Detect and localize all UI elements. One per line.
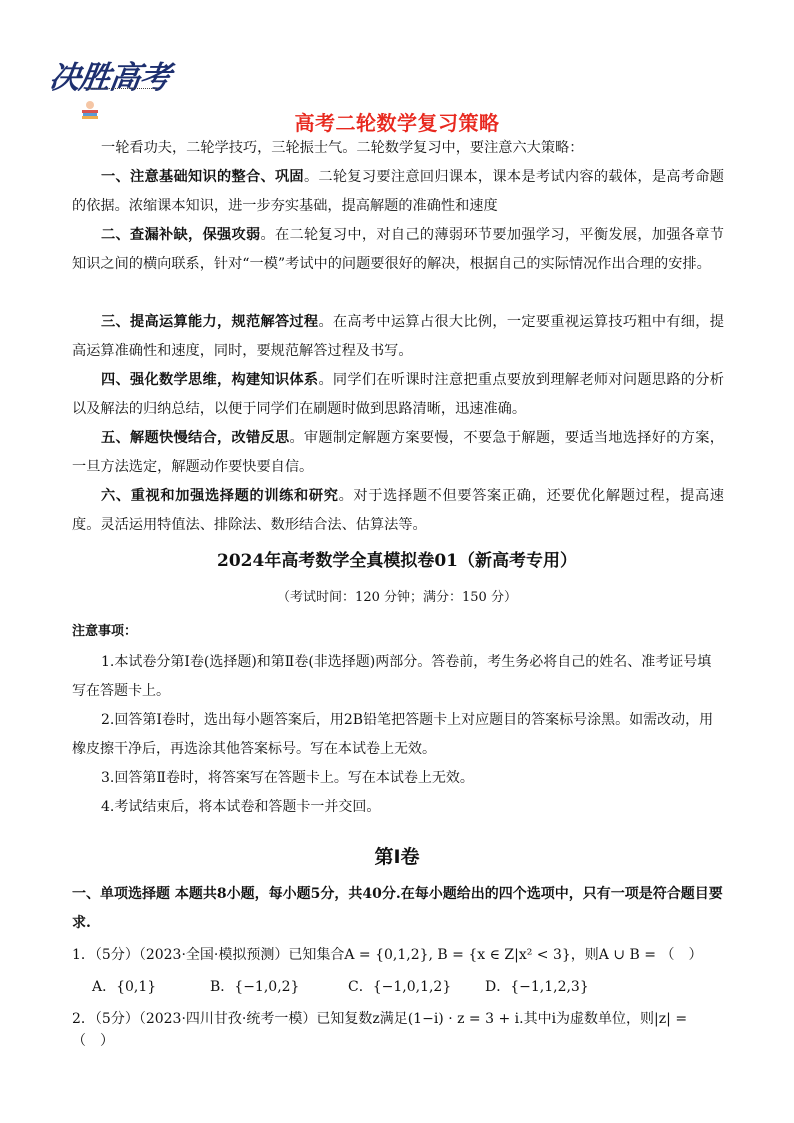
strategy-6-body: 。对于选择题不但要答案正确，还要优化解题过程，提高速度。灵活运用特值法、排除法、数形结合法、估算法等。 bbox=[72, 488, 724, 533]
strategy-5 bbox=[72, 424, 724, 482]
section-title: 第Ⅰ卷 bbox=[374, 846, 420, 868]
question-1: 1．（5分）（2023·全国·模拟预测）已知集合A = {0,1,2}, B = {x ∈ Z|x² < 3}，则A ∪ B = （ ） bbox=[72, 947, 703, 963]
notice-1: 1.本试卷分第Ⅰ卷(选择题)和第Ⅱ卷(非选择题)两部分。答卷前，考生务必将自己的姓名、准考证号填写在答题卡上。 bbox=[72, 654, 712, 699]
option-b: B．{−1,0,2} bbox=[210, 979, 300, 995]
strategy-1-body: 。二轮复习要注意回归课本，课本是考试内容的载体，是高考命题的依据。浓缩课本知识，进一步夯实基础，提高解题的准确性和速度 bbox=[72, 169, 724, 214]
exam-title: 2024年高考数学全真模拟卷01（新高考专用） bbox=[217, 551, 577, 571]
notice-2: 2.回答第Ⅰ卷时，选出每小题答案后，用2B铅笔把答题卡上对应题目的答案标号涂黑。如需改动，用橡皮擦干净后，再选涂其他答案标号。写在本试卷上无效。 bbox=[72, 712, 714, 757]
strategy-6-head: 六、重视和加强选择题的训练和研究 bbox=[101, 488, 339, 504]
option-d: D．{−1,1,2,3} bbox=[485, 979, 589, 995]
intro-paragraph: 一轮看功夫，二轮学技巧，三轮振士气。二轮数学复习中，要注意六大策略： bbox=[101, 140, 584, 156]
strategy-4-head: 四、强化数学思维，构建知识体系 bbox=[101, 372, 319, 388]
strategy-1 bbox=[72, 163, 724, 221]
strategy-4 bbox=[72, 366, 724, 424]
logo-text: 决胜高考 bbox=[46, 60, 173, 96]
exam-meta: （考试时间：120 分钟；满分：150 分） bbox=[277, 590, 517, 605]
part-heading: 一、单项选择题 本题共8小题，每小题5分，共40分.在每小题给出的四个选项中，只有一项是符合题目要求. bbox=[72, 886, 723, 931]
option-c: C．{−1,0,1,2} bbox=[348, 979, 452, 995]
strategy-6 bbox=[72, 482, 724, 540]
strategy-5-head: 五、解题快慢结合，改错反思 bbox=[101, 430, 290, 446]
question-2: 2．（5分）（2023·四川甘孜·统考一模）已知复数z满足(1−i) · z = 3 + i.其中i为虚数单位，则|z| = （ ） bbox=[72, 1011, 688, 1049]
strategy-2-body: 。在二轮复习中，对自己的薄弱环节要加强学习，平衡发展，加强各章节知识之间的横向联系，针对“一模”考试中的问题要很好的解决，根据自己的实际情况作出合理的安排。 bbox=[72, 227, 724, 272]
strategy-2 bbox=[72, 221, 724, 279]
page-title: 高考二轮数学复习策略 bbox=[294, 111, 500, 135]
strategy-3 bbox=[72, 308, 724, 366]
strategy-2-head: 二、查漏补缺，保强攻弱 bbox=[101, 227, 261, 243]
notice-3: 3.回答第Ⅱ卷时，将答案写在答题卡上。写在本试卷上无效。 bbox=[101, 770, 474, 786]
strategy-5-body: 。审题制定解题方案要慢，不要急于解题，要适当地选择好的方案，一旦方法选定，解题动作要快要自信。 bbox=[72, 430, 724, 475]
notice-4: 4.考试结束后，将本试卷和答题卡一并交回。 bbox=[101, 799, 381, 815]
strategy-3-head: 三、提高运算能力，规范解答过程 bbox=[101, 314, 319, 330]
notice-heading: 注意事项： bbox=[72, 624, 138, 639]
strategy-4-body: 。同学们在听课时注意把重点要放到理解老师对问题思路的分析以及解法的归纳总结，以便于同学们在刷题时做到思路清晰，迅速准确。 bbox=[72, 372, 724, 417]
option-a: A．{0,1} bbox=[92, 979, 157, 995]
strategy-3-body: 。在高考中运算占很大比例，一定要重视运算技巧粗中有细，提高运算准确性和速度，同时，要规范解答过程及书写。 bbox=[72, 314, 724, 359]
strategy-1-head: 一、注意基础知识的整合、巩固 bbox=[101, 169, 304, 185]
logo-subline bbox=[88, 88, 158, 95]
